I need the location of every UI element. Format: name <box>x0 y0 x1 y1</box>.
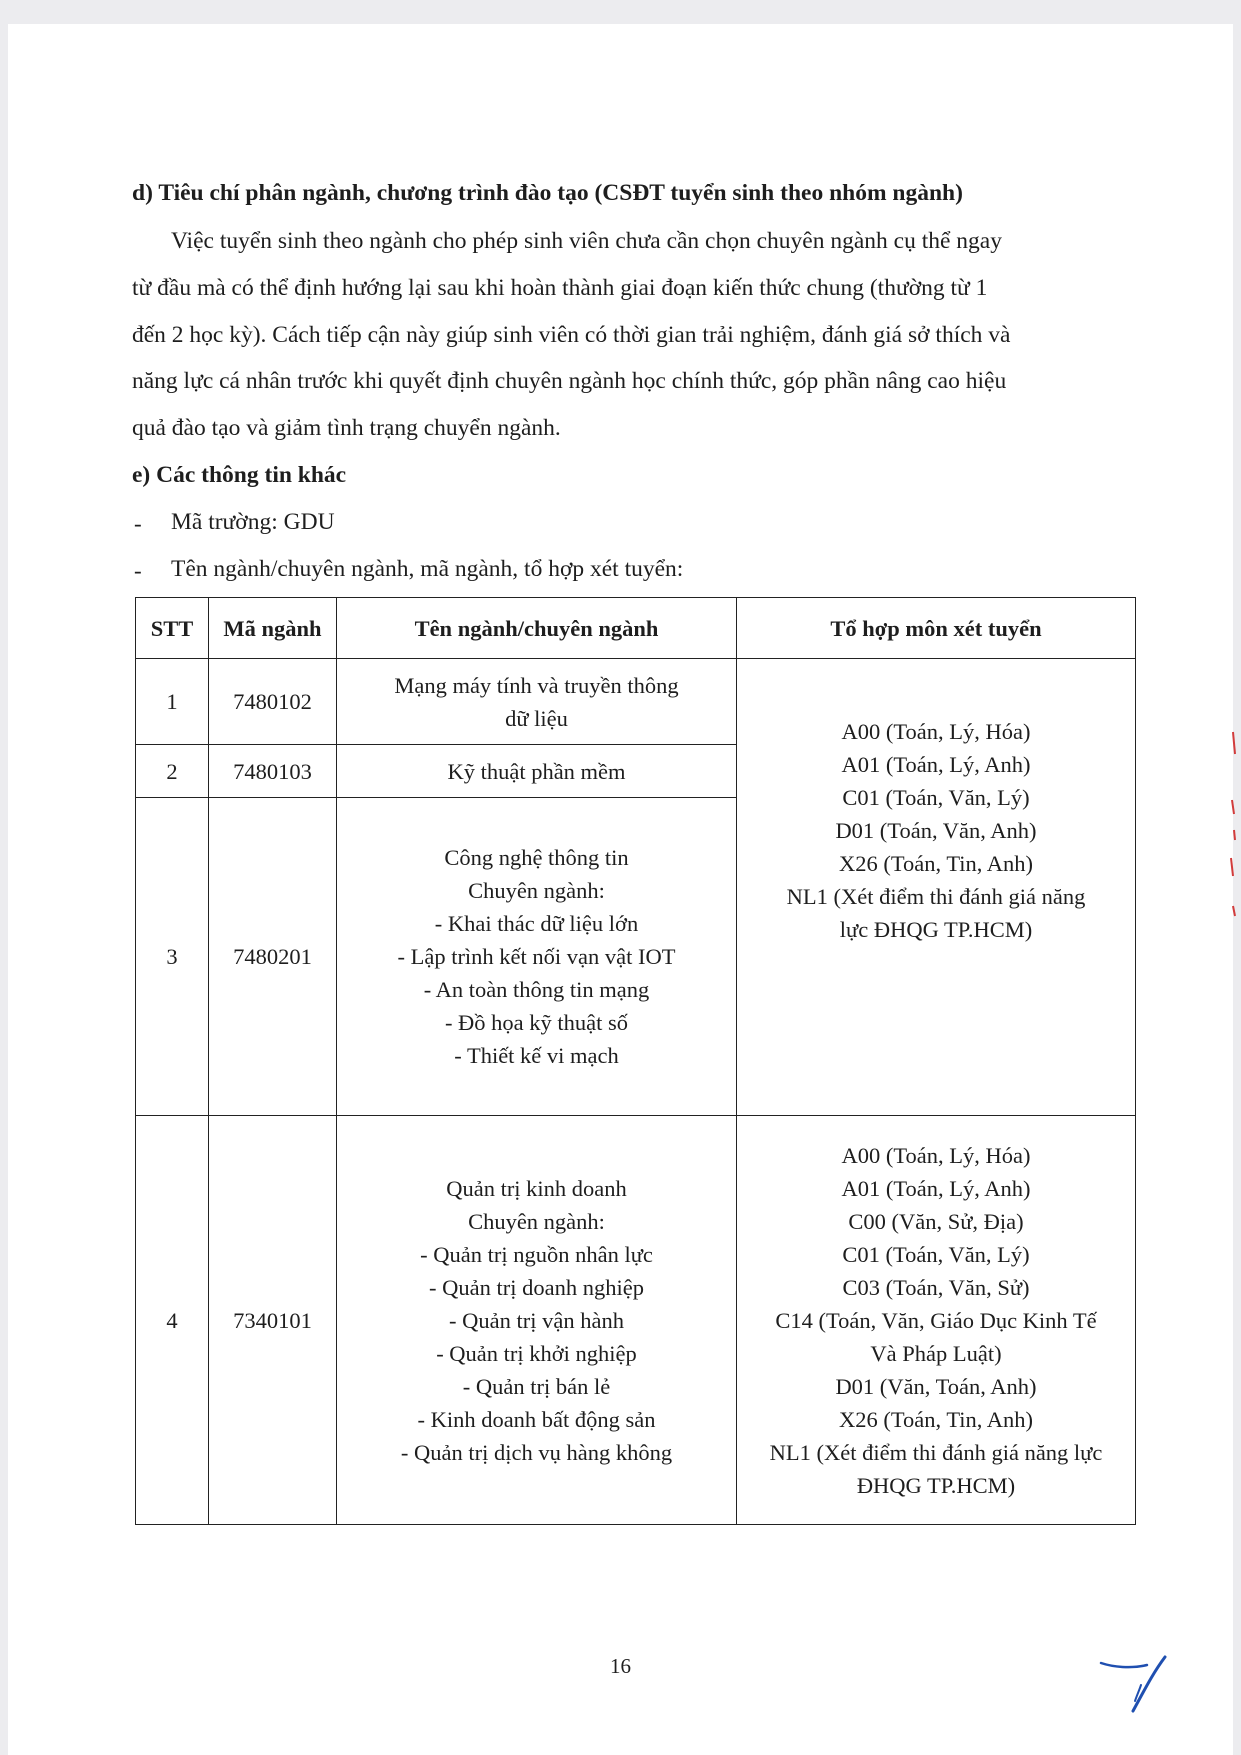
specialization-item: - Kinh doanh bất động sản <box>417 1406 656 1432</box>
major-name-cell <box>337 798 737 1116</box>
header-stt: STT <box>136 598 209 659</box>
combo-line: lực ĐHQG TP.HCM) <box>839 917 1033 942</box>
major-code-cell: 7480103 <box>209 745 337 798</box>
combo-line: C00 (Văn, Sử, Địa) <box>848 1208 1024 1234</box>
specialization-item: - Quản trị khởi nghiệp <box>436 1340 637 1366</box>
paragraph-line: đến 2 học kỳ). Cách tiếp cận này giúp sinh viên có thời gian trải nghiệm, đánh giá sở thích và <box>132 322 1011 348</box>
combo-line: D01 (Toán, Văn, Anh) <box>835 818 1037 843</box>
school-code-text: Mã trường: GDU <box>171 509 335 535</box>
specialization-item: - Quản trị nguồn nhân lực <box>420 1241 653 1267</box>
majors-table <box>135 597 1136 1525</box>
specialization-item: - Thiết kế vi mạch <box>454 1043 619 1068</box>
specialization-item: - Khai thác dữ liệu lớn <box>434 911 639 936</box>
combo-line: C01 (Toán, Văn, Lý) <box>842 1241 1030 1267</box>
stt-cell: 2 <box>136 745 209 798</box>
major-name-line: Chuyên ngành: <box>468 1208 605 1234</box>
specialization-item: - Quản trị dịch vụ hàng không <box>400 1439 673 1465</box>
specialization-item: - Quản trị doanh nghiệp <box>429 1274 644 1300</box>
major-code-cell: 7340101 <box>209 1116 337 1525</box>
combo-line: C03 (Toán, Văn, Sử) <box>842 1274 1030 1300</box>
page-number: 16 <box>610 1654 631 1678</box>
combo-line: C14 (Toán, Văn, Giáo Dục Kinh Tế <box>775 1307 1097 1333</box>
combo-line: A00 (Toán, Lý, Hóa) <box>841 719 1031 744</box>
majors-intro-text: Tên ngành/chuyên ngành, mã ngành, tổ hợp xét tuyển: <box>171 556 684 582</box>
major-name-cell <box>337 659 737 745</box>
paragraph-line: từ đầu mà có thể định hướng lại sau khi hoàn thành giai đoạn kiến thức chung (thường từ 1 <box>132 275 988 301</box>
major-name-line: Kỹ thuật phần mềm <box>447 758 626 784</box>
stt-cell: 4 <box>136 1116 209 1525</box>
combo-line: A01 (Toán, Lý, Anh) <box>841 1175 1031 1201</box>
subject-combos-cell <box>737 659 1136 1116</box>
combo-line: X26 (Toán, Tin, Anh) <box>838 851 1034 876</box>
combo-line: NL1 (Xét điểm thi đánh giá năng lực <box>769 1439 1103 1465</box>
combo-line: Và Pháp Luật) <box>870 1340 1002 1366</box>
header-subject-combos: Tổ hợp môn xét tuyển <box>737 598 1136 659</box>
stt-cell: 1 <box>136 659 209 745</box>
combo-line: D01 (Văn, Toán, Anh) <box>835 1373 1037 1399</box>
major-code-cell: 7480102 <box>209 659 337 745</box>
combo-line: ĐHQG TP.HCM) <box>856 1472 1016 1498</box>
specialization-item: - Đồ họa kỹ thuật số <box>444 1010 629 1035</box>
table-row <box>136 659 1136 745</box>
major-name-cell <box>337 745 737 798</box>
major-code-cell: 7480201 <box>209 798 337 1116</box>
specialization-item: - Lập trình kết nối vạn vật IOT <box>397 944 676 969</box>
combo-line: X26 (Toán, Tin, Anh) <box>838 1406 1034 1432</box>
header-major-code: Mã ngành <box>209 598 337 659</box>
section-d-heading: d) Tiêu chí phân ngành, chương trình đào tạo (CSĐT tuyển sinh theo nhóm ngành) <box>132 180 963 206</box>
table-row <box>136 1116 1136 1525</box>
major-name-line: Mạng máy tính và truyền thông <box>394 672 679 698</box>
major-name-line: Chuyên ngành: <box>468 878 605 903</box>
combo-line: C01 (Toán, Văn, Lý) <box>842 785 1030 810</box>
table-header-row <box>136 598 1136 659</box>
subject-combos-cell <box>737 1116 1136 1525</box>
major-name-line: dữ liệu <box>505 705 568 731</box>
paragraph-line: quả đào tạo và giảm tình trạng chuyển ngành. <box>132 415 561 441</box>
stt-cell: 3 <box>136 798 209 1116</box>
seal-edge-marks <box>1225 730 1241 920</box>
specialization-item: - Quản trị vận hành <box>449 1307 624 1333</box>
section-e-heading: e) Các thông tin khác <box>132 462 347 488</box>
major-name-line: Công nghệ thông tin <box>444 845 629 870</box>
major-name-line: Quản trị kinh doanh <box>446 1175 627 1201</box>
specialization-item: - Quản trị bán lẻ <box>462 1373 611 1399</box>
header-major-name: Tên ngành/chuyên ngành <box>337 598 737 659</box>
specialization-item: - An toàn thông tin mạng <box>423 977 650 1002</box>
bullet-dash: - <box>134 511 142 536</box>
paragraph-line: năng lực cá nhân trước khi quyết định chuyên ngành học chính thức, góp phần nâng cao hiệu <box>132 368 1007 394</box>
combo-line: A00 (Toán, Lý, Hóa) <box>841 1142 1031 1168</box>
combo-line: NL1 (Xét điểm thi đánh giá năng <box>786 884 1086 909</box>
combo-line: A01 (Toán, Lý, Anh) <box>841 752 1031 777</box>
major-name-cell <box>337 1116 737 1525</box>
signature-mark <box>1095 1655 1175 1715</box>
bullet-dash: - <box>134 558 142 583</box>
paragraph-line: Việc tuyển sinh theo ngành cho phép sinh viên chưa cần chọn chuyên ngành cụ thể ngay <box>171 228 1002 254</box>
